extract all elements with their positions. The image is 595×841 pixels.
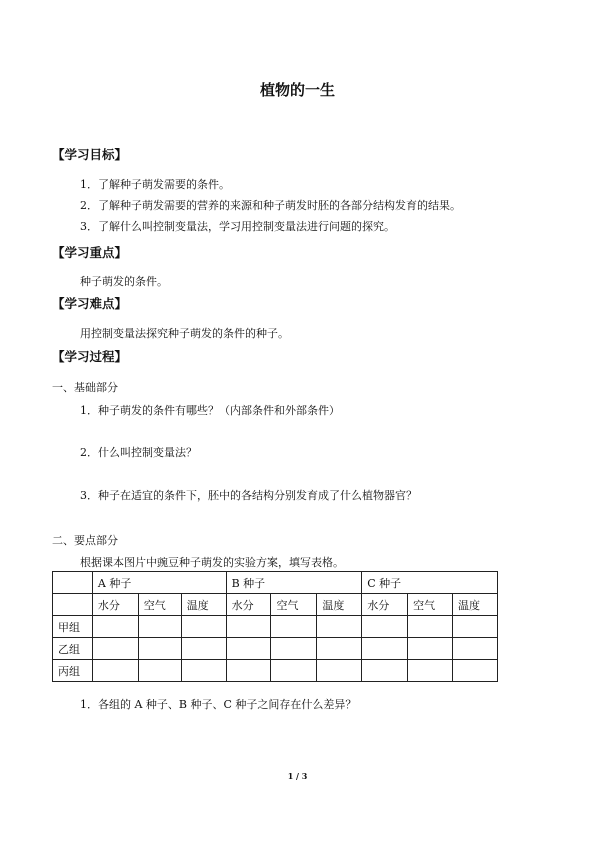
difficulty-heading: 【学习难点】 (52, 296, 128, 311)
table-cell[interactable] (317, 660, 362, 682)
condition-header: 温度 (181, 594, 226, 616)
table-cell[interactable] (181, 638, 226, 660)
table-cell[interactable] (317, 616, 362, 638)
condition-header: 温度 (453, 594, 498, 616)
table-cell[interactable] (271, 616, 317, 638)
table-cell[interactable] (362, 616, 408, 638)
seed-header-a: A 种子 (92, 572, 226, 594)
key-text: 种子萌发的条件。 (80, 275, 168, 288)
condition-header: 空气 (138, 594, 181, 616)
part1-question-3: 3．种子在适宜的条件下，胚中的各结构分别发育成了什么植物器官？ (80, 489, 417, 502)
table-row (53, 660, 498, 682)
table-cell[interactable] (226, 660, 271, 682)
table-cell[interactable] (408, 616, 453, 638)
part2-instruction: 根据课本图片中豌豆种子萌发的实验方案，填写表格。 (80, 556, 344, 569)
table-cell[interactable] (181, 616, 226, 638)
table-cell[interactable] (453, 616, 498, 638)
experiment-table (52, 571, 498, 682)
condition-header: 空气 (408, 594, 453, 616)
goals-heading: 【学习目标】 (52, 147, 128, 162)
table-cell[interactable] (453, 638, 498, 660)
process-heading: 【学习过程】 (52, 349, 128, 364)
condition-header: 水分 (226, 594, 271, 616)
part2-label: 二、要点部分 (52, 534, 118, 547)
table-cell[interactable] (92, 660, 138, 682)
table-corner-cell (53, 594, 93, 616)
table-cell[interactable] (226, 616, 271, 638)
table-cell[interactable] (92, 638, 138, 660)
table-cell[interactable] (408, 660, 453, 682)
table-cell[interactable] (362, 638, 408, 660)
part1-question-1: 1．种子萌发的条件有哪些？（内部条件和外部条件） (80, 404, 340, 417)
page-number: 1 / 3 (287, 771, 308, 781)
group-label-jia: 甲组 (53, 616, 93, 638)
condition-header: 水分 (92, 594, 138, 616)
condition-header: 水分 (362, 594, 408, 616)
condition-header: 温度 (317, 594, 362, 616)
table-cell[interactable] (138, 616, 181, 638)
table-cell[interactable] (408, 638, 453, 660)
goal-item-1: 1．了解种子萌发需要的条件。 (80, 178, 230, 191)
group-label-yi: 乙组 (53, 638, 93, 660)
part1-question-2: 2．什么叫控制变量法？ (80, 446, 197, 459)
difficulty-text: 用控制变量法探究种子萌发的条件的种子。 (80, 327, 289, 340)
table-cell[interactable] (362, 660, 408, 682)
table-cell[interactable] (271, 638, 317, 660)
goal-item-3: 3．了解什么叫控制变量法，学习用控制变量法进行问题的探究。 (80, 220, 395, 233)
table-header-conditions-row (53, 594, 498, 616)
key-heading: 【学习重点】 (52, 245, 128, 260)
table-cell[interactable] (92, 616, 138, 638)
table-cell[interactable] (453, 660, 498, 682)
part2-question-1: 1．各组的 A 种子、B 种子、C 种子之间存在什么差异？ (80, 698, 357, 711)
table-cell[interactable] (138, 660, 181, 682)
condition-header: 空气 (271, 594, 317, 616)
table-corner-cell (53, 572, 93, 594)
table-cell[interactable] (226, 638, 271, 660)
table-cell[interactable] (138, 638, 181, 660)
table-row (53, 638, 498, 660)
seed-header-c: C 种子 (362, 572, 498, 594)
group-label-bing: 丙组 (53, 660, 93, 682)
table-cell[interactable] (271, 660, 317, 682)
page-title: 植物的一生 (259, 81, 335, 99)
table-row (53, 616, 498, 638)
table-cell[interactable] (317, 638, 362, 660)
seed-header-b: B 种子 (226, 572, 362, 594)
part1-label: 一、基础部分 (52, 381, 118, 394)
table-cell[interactable] (181, 660, 226, 682)
goal-item-2: 2．了解种子萌发需要的营养的来源和种子萌发时胚的各部分结构发育的结果。 (80, 199, 461, 212)
table-header-seeds-row (53, 572, 498, 594)
